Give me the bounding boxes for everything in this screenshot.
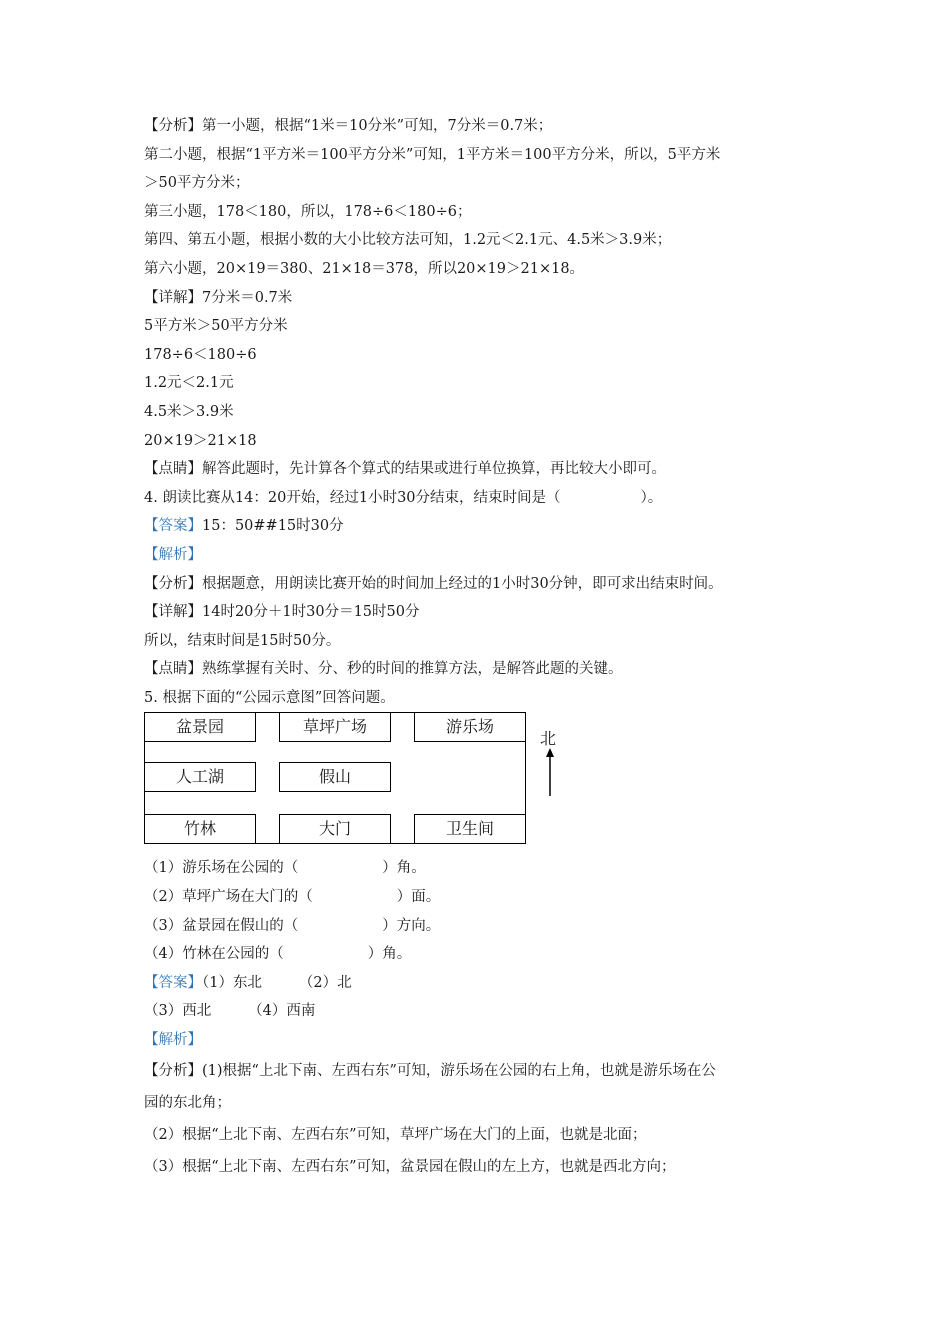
map-cell-rockery: 假山 (279, 762, 391, 792)
analysis-line: 【分析】根据题意，用朗读比赛开始的时间加上经过的1小时30分钟，即可求出结束时间。 (144, 575, 723, 592)
text-line: 4.5米＞3.9米 (144, 403, 234, 420)
sub-question-close: ）角。 (382, 860, 426, 877)
text-line: 178÷6＜180÷6 (144, 346, 257, 363)
map-cell-bonsai-garden: 盆景园 (144, 712, 256, 742)
detail-line: 【详解】14时20分＋1时30分＝15时50分 (144, 604, 420, 621)
map-cell-artificial-lake: 人工湖 (144, 762, 256, 792)
answer-line (144, 512, 824, 541)
answer-text: （3）西北 （4）西南 (144, 1003, 316, 1020)
sub-question-1 (144, 854, 824, 883)
sub-question-text: （4）竹林在公园的（ (144, 946, 284, 963)
sub-question-text: （1）游乐场在公园的（ (144, 860, 299, 877)
text-line: 【详解】7分米＝0.7米 (144, 289, 293, 306)
north-arrow-icon (544, 748, 556, 796)
text-line: ＞50平方分米； (144, 175, 250, 192)
jiexi-tag: 【解析】 (144, 1032, 202, 1049)
text-line: 第三小题，178＜180，所以，178÷6＜180÷6； (144, 203, 472, 220)
map-cell-amusement-park: 游乐场 (414, 712, 526, 742)
answer-text: （1）东北 （2）北 (202, 974, 352, 991)
question-5: 5. 根据下面的“公园示意图”回答问题。 (144, 689, 395, 706)
text-line: 20×19＞21×18 (144, 432, 257, 449)
sub-question-text: （3）盆景园在假山的（ (144, 917, 299, 934)
text-line: 【分析】第一小题，根据“1米＝10分米”可知，7分米＝0.7米； (144, 118, 553, 134)
text-line: 第四、第五小题，根据小数的大小比较方法可知，1.2元＜2.1元、4.5米＞3.9米； (144, 232, 672, 249)
analysis-line: 【分析】(1)根据“上北下南、左西右东”可知，游乐场在公园的右上角，也就是游乐场在公 (144, 1062, 716, 1079)
answer-tag: 【答案】 (144, 518, 202, 535)
text-line: 第六小题，20×19＝380、21×18＝378，所以20×19＞21×18。 (144, 260, 585, 277)
text-line: 【点睛】解答此题时，先计算各个算式的结果或进行单位换算，再比较大小即可。 (144, 461, 666, 478)
sub-question-text: （2）草坪广场在大门的（ (144, 889, 313, 906)
conclusion-line: 所以，结束时间是15时50分。 (144, 632, 341, 649)
answer-text: 15：50##15时30分 (202, 518, 344, 535)
park-map (144, 712, 574, 852)
analysis-line: （2）根据“上北下南、左西右东”可知，草坪广场在大门的上面，也就是北面； (144, 1126, 647, 1143)
answer-tag: 【答案】 (144, 974, 202, 991)
question-4 (144, 484, 824, 513)
sub-question-close: ）角。 (367, 946, 412, 963)
answer-line (144, 969, 824, 998)
sub-question-close: ）面。 (396, 889, 441, 906)
map-cell-main-gate: 大门 (279, 814, 391, 844)
map-cell-bamboo-forest: 竹林 (144, 814, 256, 844)
analysis-line: 园的东北角； (144, 1094, 231, 1111)
sub-question-3 (144, 912, 824, 941)
sub-question-4 (144, 940, 824, 969)
jiexi-tag: 【解析】 (144, 546, 202, 563)
north-label: 北 (540, 729, 557, 749)
point-line: 【点睛】熟练掌握有关时、分、秒的时间的推算方法，是解答此题的关键。 (144, 661, 623, 678)
text-line: 第二小题，根据“1平方米＝100平方分米”可知，1平方米＝100平方分米，所以，5平方米 (144, 146, 721, 163)
text-line: 1.2元＜2.1元 (144, 375, 234, 392)
sub-question-2 (144, 883, 824, 912)
map-cell-lawn-square: 草坪广场 (279, 712, 391, 742)
map-cell-restroom: 卫生间 (414, 814, 526, 844)
analysis-line: （3）根据“上北下南、左西右东”可知，盆景园在假山的左上方，也就是西北方向； (144, 1158, 676, 1175)
sub-question-close: ）方向。 (382, 917, 441, 934)
text-line: 5平方米＞50平方分米 (144, 318, 288, 335)
question-4-close: ）。 (640, 489, 663, 506)
question-4-text: 4. 朗读比赛从14：20开始，经过1小时30分结束，结束时间是（ (144, 489, 561, 506)
document-page (144, 112, 824, 1183)
